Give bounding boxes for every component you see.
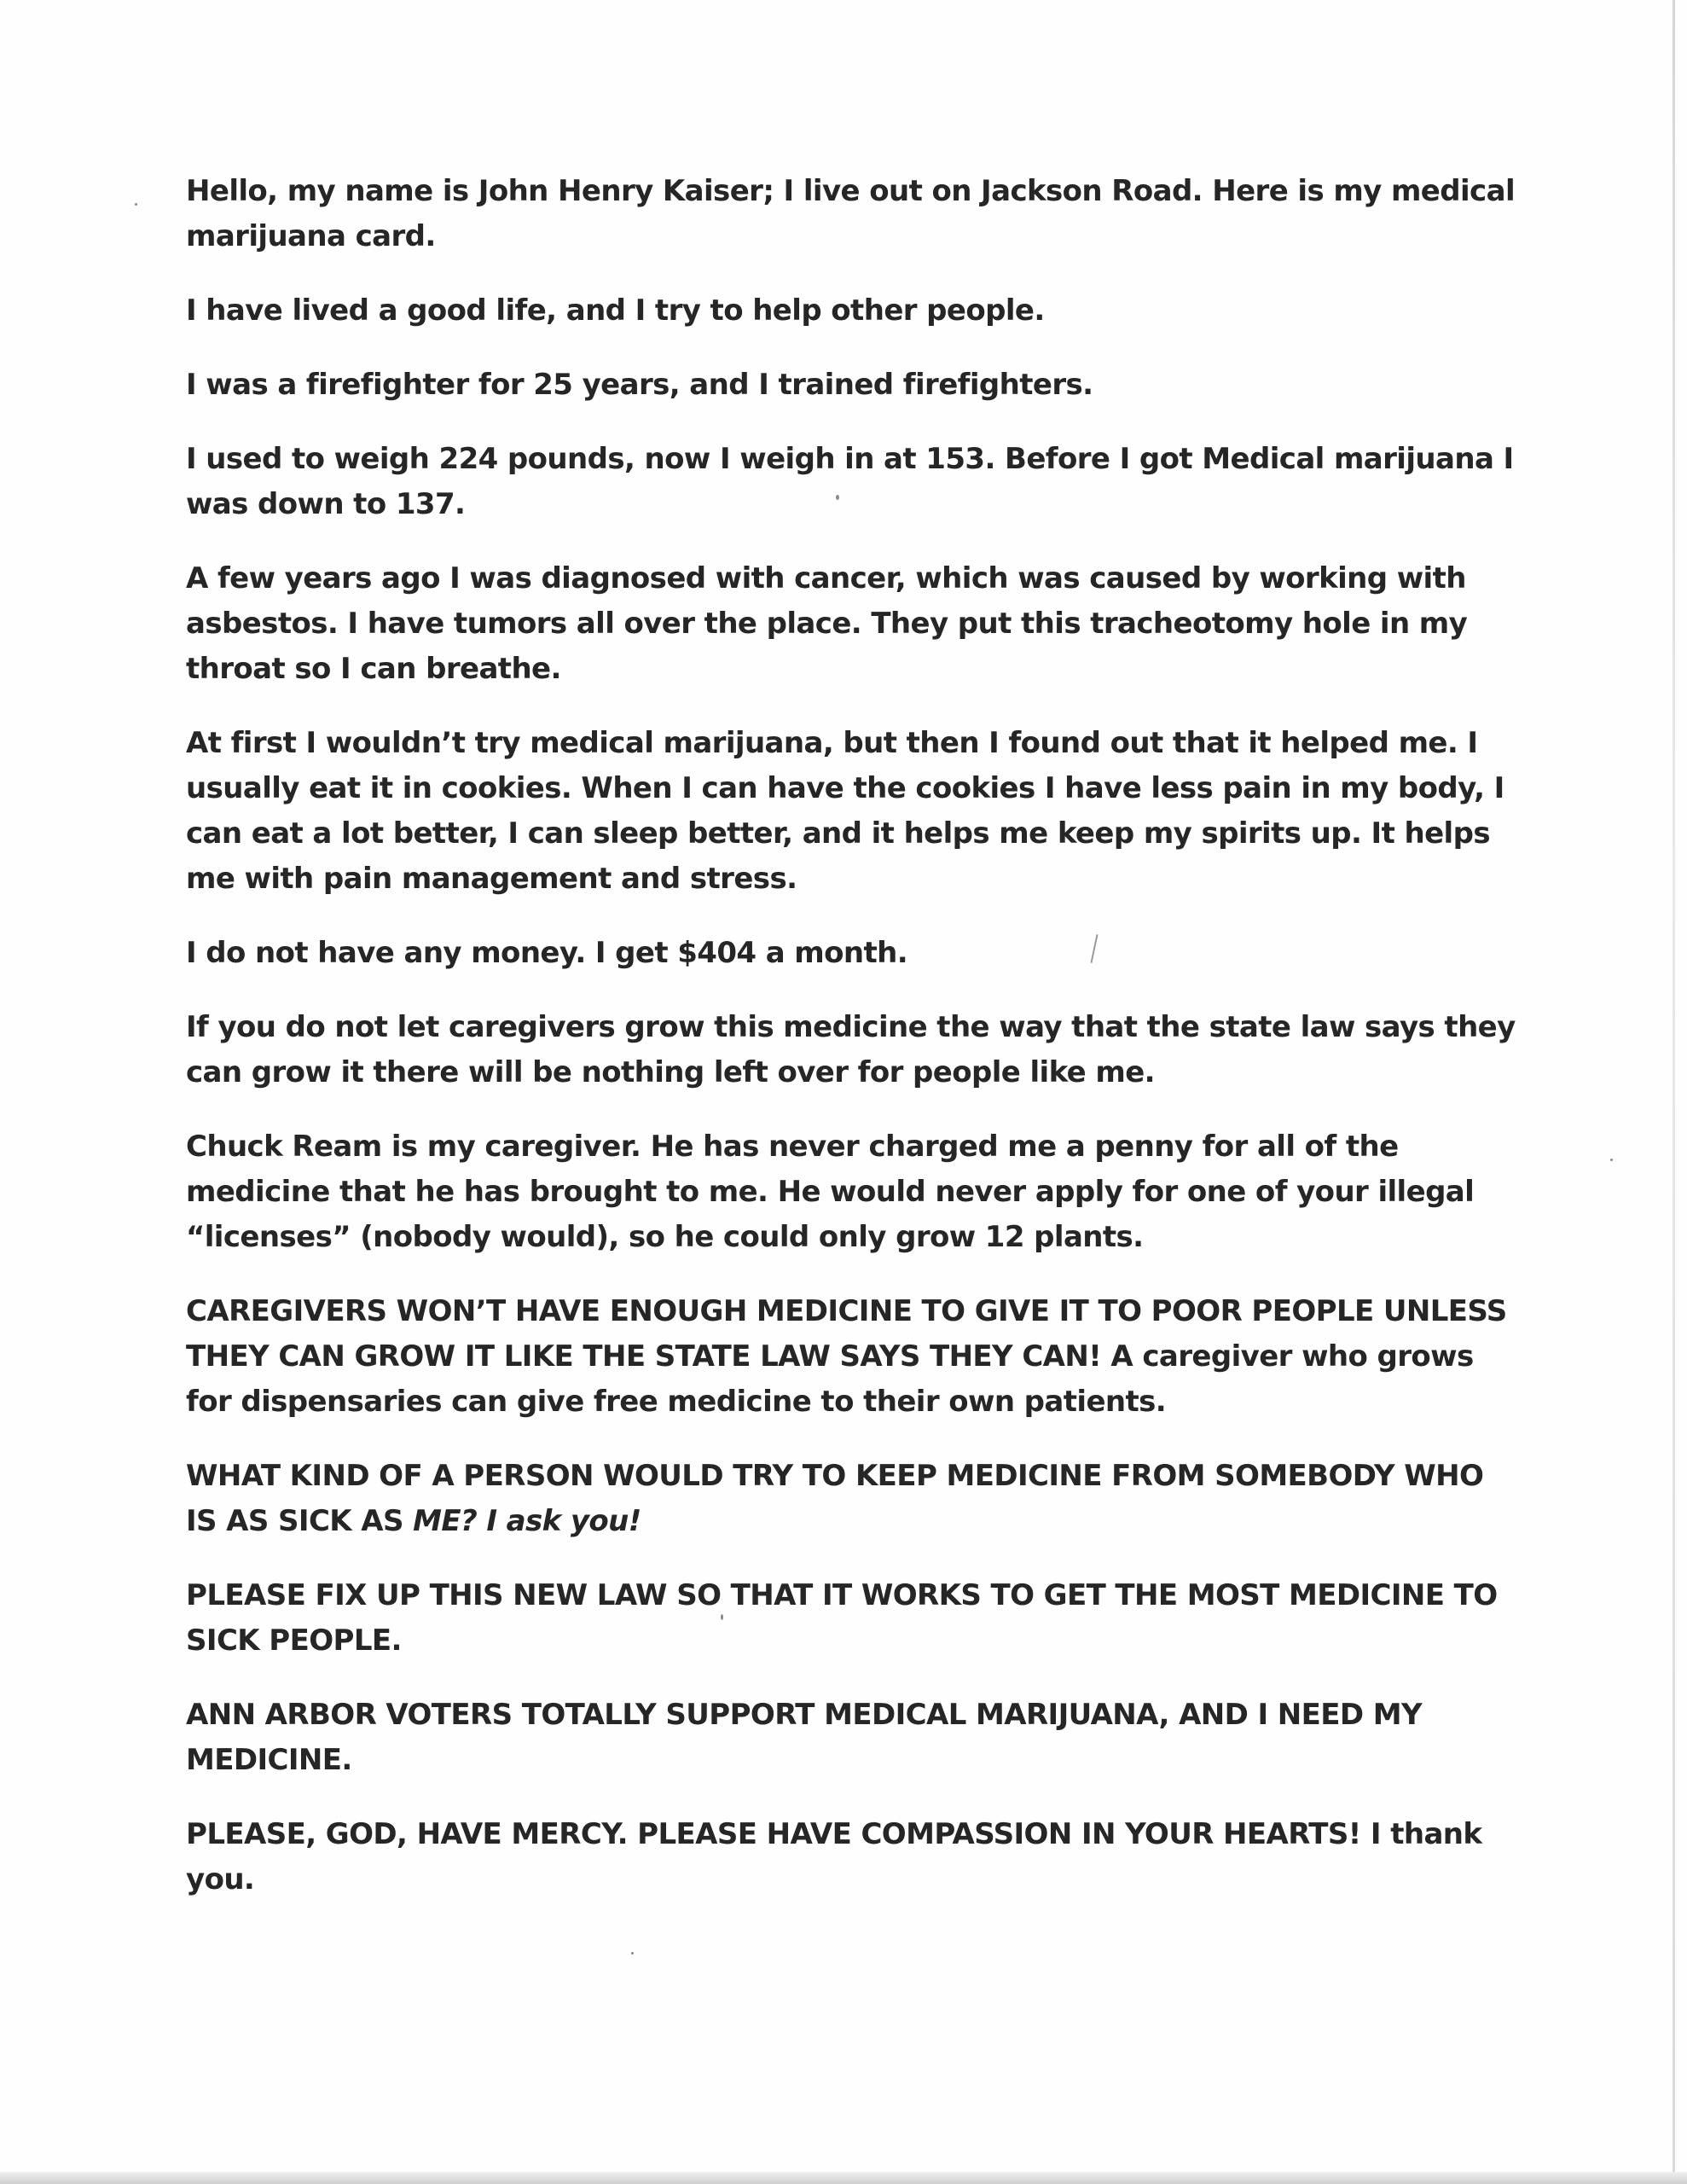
what-kind-main-text: WHAT KIND OF A PERSON WOULD TRY TO KEEP MEDICINE FROM SOMEBODY WHO IS AS SICK AS [186, 1459, 1484, 1538]
page-edge-shadow [1673, 0, 1675, 2184]
paragraph-good-life: I have lived a good life, and I try to help other people. [186, 293, 1045, 328]
paragraph-cookies: At first I wouldn’t try medical marijuana, but then I found out that it helped me. I usually eat it in cookies. When I can have the cookies I have less pain in my body, I can eat a lot better, I can sleep better, and it helps me keep my spirits up. It helps me with pain management and stress. [186, 726, 1504, 896]
paragraph-what-kind [186, 1454, 1516, 1544]
paragraph-weight: I used to weigh 224 pounds, now I weigh in at 153. Before I got Medical marijuana I was down to 137. [186, 442, 1514, 521]
paragraph-caregivers-grow: If you do not let caregivers grow this medicine the way that the state law says they can grow it there will be nothing left over for people like me. [186, 1010, 1516, 1089]
paragraph-introduction: Hello, my name is John Henry Kaiser; I live out on Jackson Road. Here is my medical marijuana card. [186, 174, 1515, 253]
paragraph-ann-arbor: ANN ARBOR VOTERS TOTALLY SUPPORT MEDICAL MARIJUANA, AND I NEED MY MEDICINE. [186, 1698, 1422, 1777]
paragraph-money: I do not have any money. I get $404 a month. [186, 936, 908, 970]
scan-speck [1610, 1159, 1613, 1161]
paragraph-caregivers-caps: CAREGIVERS WON’T HAVE ENOUGH MEDICINE TO GIVE IT TO POOR PEOPLE UNLESS THEY CAN GROW IT LIKE THE STATE LAW SAYS THEY CAN! A caregiver who grows for dispensaries can give free medicine to their own patients. [186, 1294, 1507, 1419]
scan-speck [135, 203, 137, 206]
paragraph-firefighter: I was a firefighter for 25 years, and I trained firefighters. [186, 368, 1093, 402]
paragraph-chuck-ream: Chuck Ream is my caregiver. He has never charged me a penny for all of the medicine that he has brought to me. He would never apply for one of your illegal “licenses” (nobody would), so he could only grow 12 plants. [186, 1130, 1475, 1254]
page-bottom-edge [0, 2172, 1687, 2184]
letter-body [186, 169, 1516, 1931]
paragraph-fix-law: PLEASE FIX UP THIS NEW LAW SO THAT IT WORKS TO GET THE MOST MEDICINE TO SICK PEOPLE. [186, 1578, 1498, 1658]
paragraph-closing: PLEASE, GOD, HAVE MERCY. PLEASE HAVE COMPASSION IN YOUR HEARTS! I thank you. [186, 1817, 1482, 1896]
scan-speck [631, 1952, 634, 1955]
paragraph-cancer: A few years ago I was diagnosed with cancer, which was caused by working with asbestos. I have tumors all over the place. They put this tracheotomy hole in my throat so I can breathe. [186, 561, 1468, 686]
what-kind-italic-text: ME? I ask you! [413, 1504, 641, 1538]
